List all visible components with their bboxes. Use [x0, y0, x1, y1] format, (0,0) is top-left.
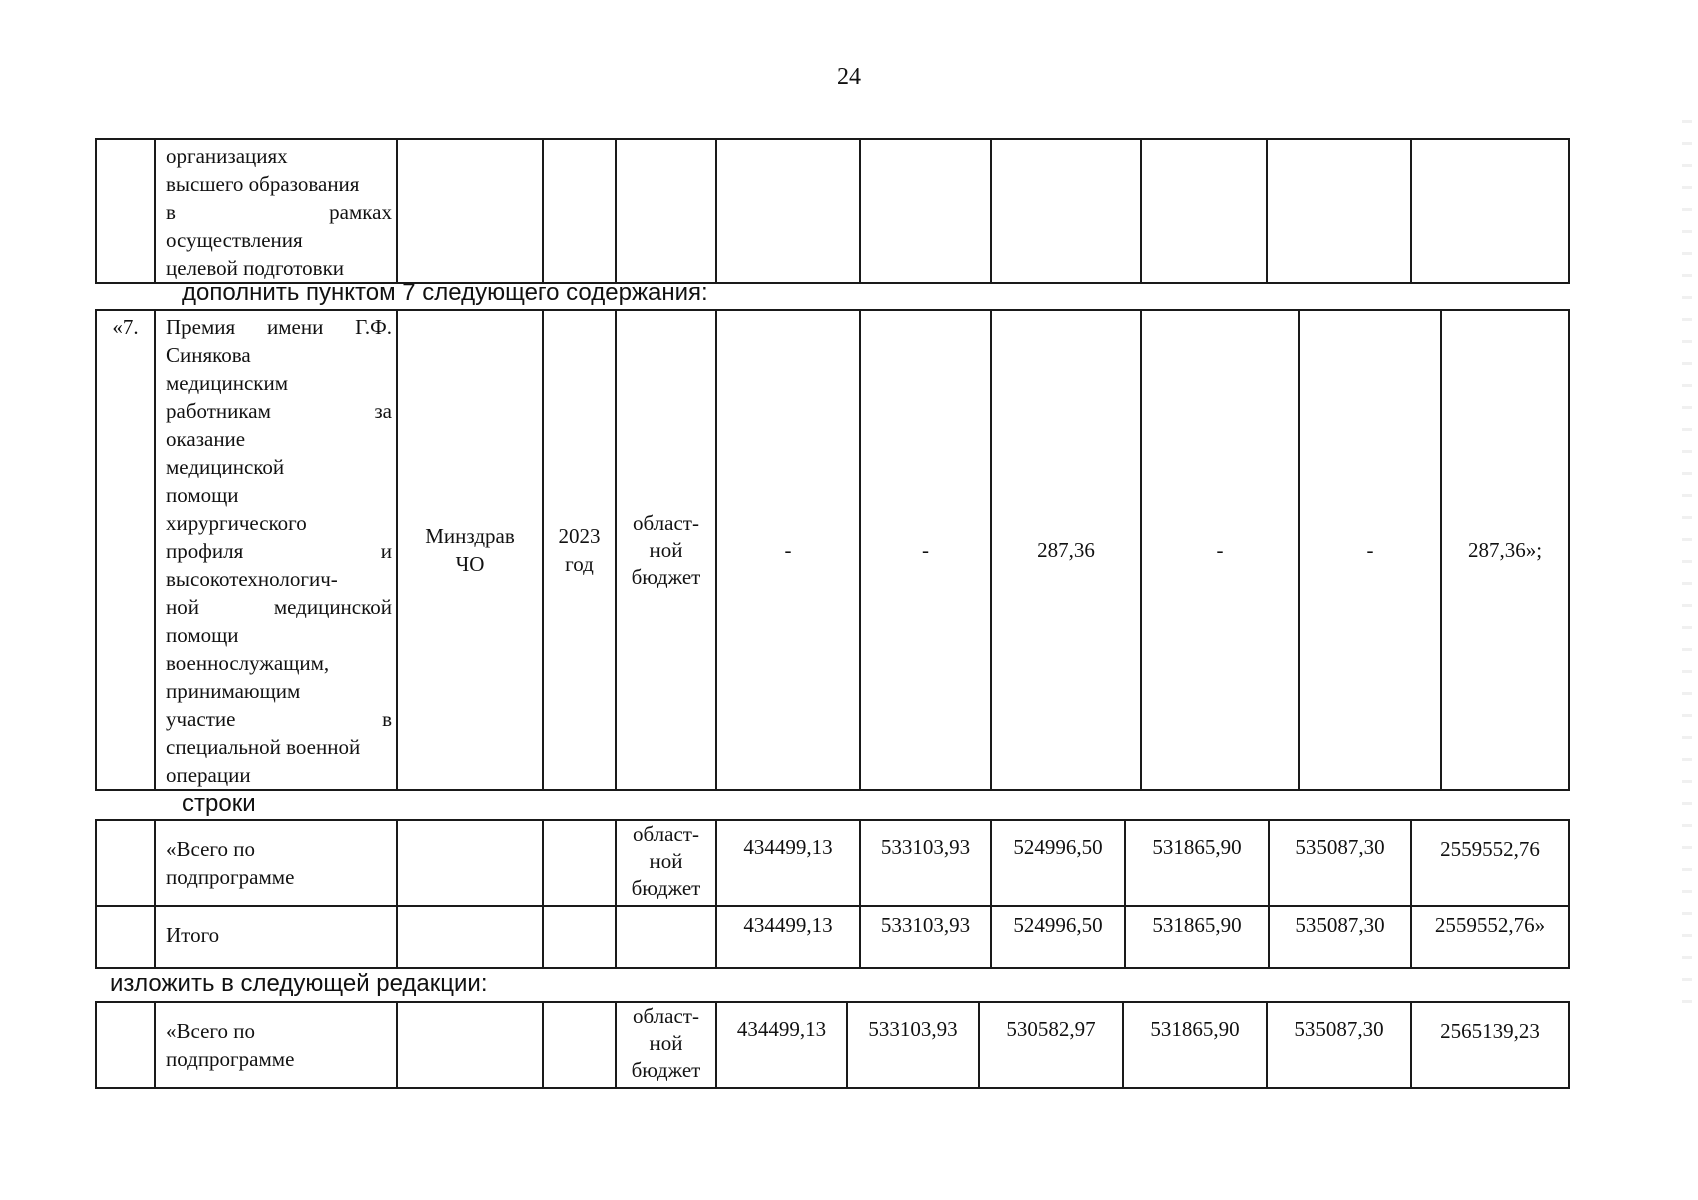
table-row: [96, 1002, 1569, 1088]
value-cell: 531865,90: [1123, 1002, 1267, 1088]
value-cell: 531865,90: [1125, 820, 1269, 906]
source-line: бюджет: [631, 1058, 701, 1082]
label-line: подпрограмме: [166, 1047, 295, 1071]
value-cell: 533103,93: [860, 820, 991, 906]
funding-source-cell: [616, 820, 716, 906]
source-line: област-: [633, 822, 699, 846]
total-sub-label: [155, 1002, 397, 1088]
value-cell: -: [860, 310, 991, 790]
item-number: «7.: [96, 310, 155, 790]
desc-line: за: [374, 399, 392, 423]
table-old-rows: [95, 819, 1570, 969]
desc-line: организациях: [166, 144, 288, 168]
label-line: подпрограмме: [166, 865, 295, 889]
desc-line: и: [380, 539, 392, 563]
value-cell: 535087,30: [1269, 820, 1411, 906]
value-cell: 287,36: [991, 310, 1141, 790]
desc-line: медицинской: [273, 595, 392, 619]
value-cell: 531865,90: [1125, 906, 1269, 968]
value-cell: 535087,30: [1269, 906, 1411, 968]
funding-source-cell: [616, 310, 716, 790]
desc-line: высшего образования: [166, 172, 360, 196]
desc-line: в: [166, 200, 176, 224]
desc-line: рамках: [329, 200, 392, 224]
caption-rows: строки: [182, 790, 256, 817]
value-cell: 535087,30: [1267, 1002, 1411, 1088]
value-cell: -: [1141, 310, 1299, 790]
desc-line: военнослужащим,: [166, 651, 330, 675]
funding-source-cell: [616, 1002, 716, 1088]
table-item-7: [95, 309, 1570, 791]
value-cell: 434499,13: [716, 906, 860, 968]
table-row: [96, 906, 1569, 968]
period-line: год: [565, 552, 594, 576]
value-cell: 524996,50: [991, 820, 1125, 906]
period-cell: [543, 310, 616, 790]
source-line: област-: [633, 1004, 699, 1028]
value-cell: 533103,93: [860, 906, 991, 968]
desc-line: Синякова: [166, 343, 251, 367]
desc-line: операции: [166, 763, 251, 787]
desc-line: ной: [166, 595, 199, 619]
table-continuation: [95, 138, 1570, 284]
executor-line: Минздрав: [425, 524, 515, 548]
desc-line: хирургического: [166, 511, 307, 535]
desc-line: помощи: [166, 623, 239, 647]
source-line: бюджет: [631, 876, 701, 900]
desc-line: участие: [166, 707, 236, 731]
item-7-description: [155, 310, 397, 790]
page-number: 24: [837, 64, 861, 90]
itogo-label: Итого: [155, 906, 397, 968]
cell-desc-continuation: [155, 139, 397, 283]
value-cell-total: 2559552,76: [1411, 820, 1569, 906]
desc-line: специальной военной: [166, 735, 361, 759]
executor-cell: [397, 310, 543, 790]
caption-edit: изложить в следующей редакции:: [110, 970, 488, 997]
value-cell: -: [716, 310, 860, 790]
total-sub-label: [155, 820, 397, 906]
desc-line: оказание: [166, 427, 246, 451]
source-line: бюджет: [631, 564, 701, 589]
scan-edge-artifact: [1682, 120, 1692, 1020]
desc-line: работникам: [166, 399, 271, 423]
desc-line: помощи: [166, 483, 239, 507]
desc-line: высокотехнологич-: [166, 567, 338, 591]
value-cell: 530582,97: [979, 1002, 1123, 1088]
period-line: 2023: [558, 524, 601, 548]
value-cell: 533103,93: [847, 1002, 979, 1088]
value-cell: 434499,13: [716, 820, 860, 906]
value-cell: -: [1299, 310, 1441, 790]
source-line: област-: [633, 510, 699, 535]
label-line: «Всего по: [166, 1019, 255, 1043]
value-cell-total: 2559552,76»: [1411, 906, 1569, 968]
caption-add-item: дополнить пунктом 7 следующего содержания:: [182, 279, 708, 306]
desc-line: медицинской: [166, 455, 285, 479]
desc-line: профиля: [166, 539, 244, 563]
value-cell-total: 287,36»;: [1441, 310, 1569, 790]
value-cell-total: 2565139,23: [1411, 1002, 1569, 1088]
cell-num-empty: [96, 139, 155, 283]
desc-line: принимающим: [166, 679, 301, 703]
label-line: «Всего по: [166, 837, 255, 861]
value-cell: 434499,13: [716, 1002, 847, 1088]
source-line: ной: [649, 537, 683, 562]
desc-line: Премия имени Г.Ф.: [166, 315, 392, 339]
source-line: ной: [649, 1031, 683, 1055]
executor-line: ЧО: [455, 552, 485, 576]
desc-line: в: [382, 707, 392, 731]
value-cell: 524996,50: [991, 906, 1125, 968]
desc-line: целевой подготовки: [166, 256, 345, 280]
desc-line: осуществления: [166, 228, 303, 252]
table-row: [96, 820, 1569, 906]
source-line: ной: [649, 849, 683, 873]
table-new-row: [95, 1001, 1570, 1089]
desc-line: медицинским: [166, 371, 289, 395]
